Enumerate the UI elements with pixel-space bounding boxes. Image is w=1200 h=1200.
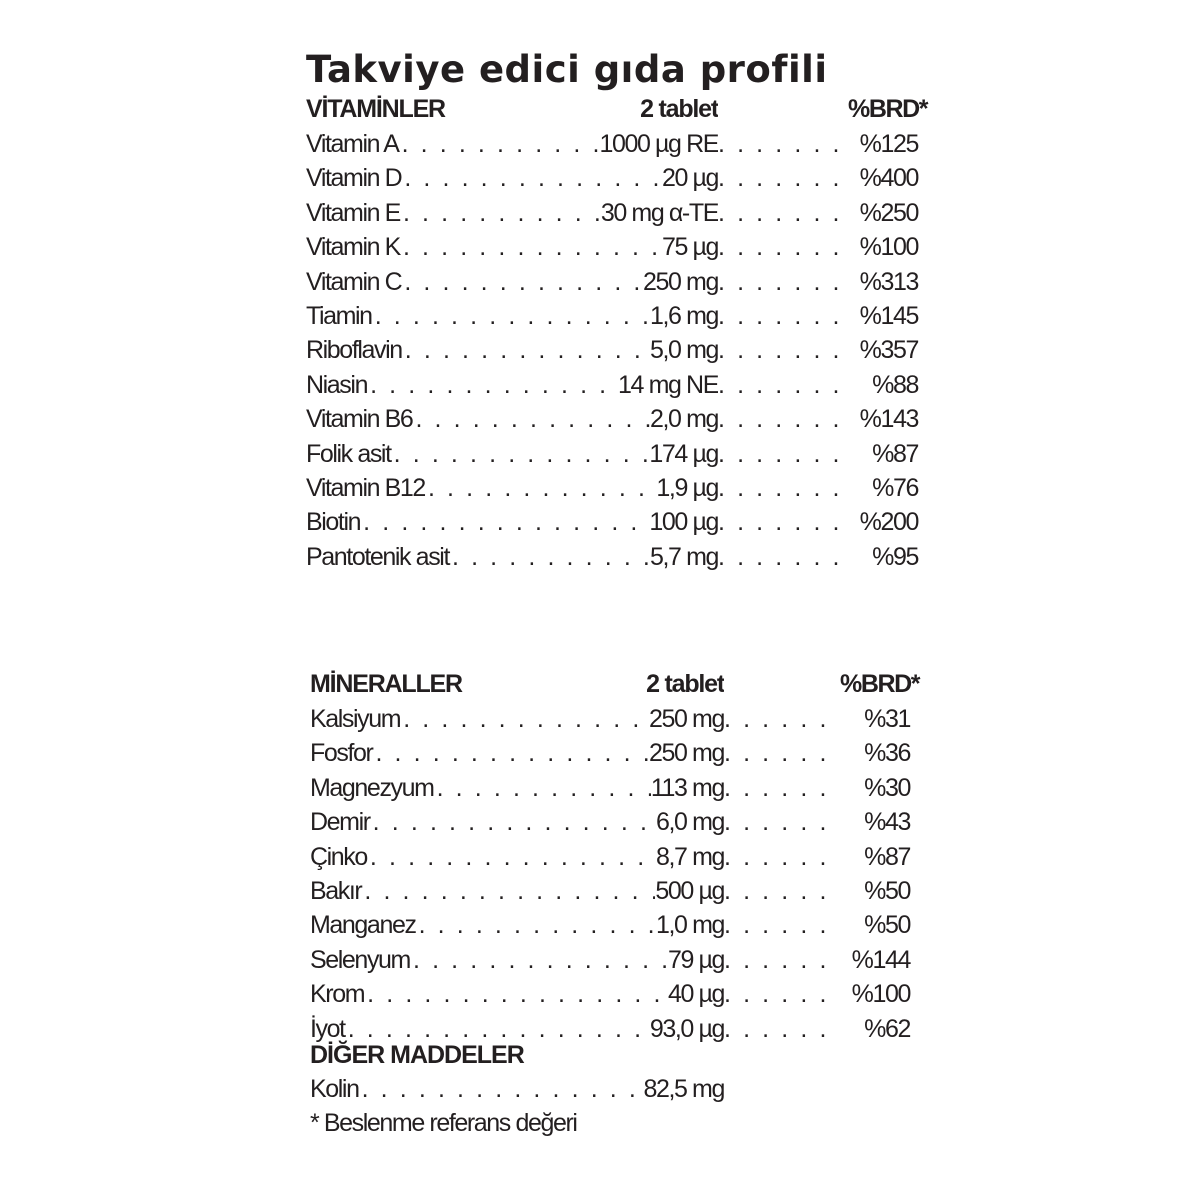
- table-row: [306, 161, 918, 195]
- leader-dots: [401, 161, 662, 195]
- nutrient-name: Vitamin C: [306, 267, 402, 296]
- nutrient-amount: 40 µg: [667, 980, 724, 1009]
- nutrient-brd: %87: [872, 439, 918, 468]
- nutrient-amount: 1,6 mg: [649, 301, 718, 330]
- nutrient-name: İyot: [310, 1014, 345, 1043]
- nutrient-brd: %100: [851, 980, 910, 1009]
- leader-dots: [724, 977, 840, 1011]
- nutrient-name: Riboflavin: [306, 336, 402, 365]
- nutrient-brd: %313: [859, 267, 918, 296]
- nutrient-name: Biotin: [306, 508, 361, 537]
- nutrient-amount: 250 mg: [643, 267, 718, 296]
- nutrient-name: Niasin: [306, 370, 368, 399]
- nutrient-amount: 14 mg NE: [618, 370, 718, 399]
- nutrient-brd: %50: [864, 911, 910, 940]
- nutrient-amount: 8,7 mg: [655, 842, 724, 871]
- nutrient-name: Magnezyum: [310, 773, 434, 802]
- other-substances-table: [310, 1038, 910, 1140]
- table-row: [310, 840, 910, 874]
- table-row: [306, 333, 918, 367]
- leader-dots: [400, 230, 662, 264]
- minerals-table: [310, 666, 920, 1046]
- nutrient-brd: %143: [859, 405, 918, 434]
- nutrient-brd: %31: [864, 705, 910, 733]
- leader-dots: [718, 402, 848, 436]
- nutrient-amount: 93,0 µg: [649, 1014, 724, 1043]
- nutrient-amount: 250 mg: [649, 705, 724, 733]
- nutrient-brd: %36: [864, 739, 910, 768]
- leader-dots: [718, 299, 848, 333]
- nutrient-amount: 500 µg: [655, 876, 724, 905]
- table-row: [306, 540, 918, 574]
- nutrient-amount: 1,0 mg: [655, 911, 724, 940]
- nutrient-amount: 82,5 mg: [643, 1075, 724, 1103]
- leader-dots: [724, 908, 840, 942]
- nutrient-name: Fosfor: [310, 739, 373, 768]
- table-row: [306, 437, 918, 471]
- nutrient-brd: %200: [859, 508, 918, 537]
- leader-dots: [718, 161, 848, 195]
- nutrient-name: Çinko: [310, 842, 367, 871]
- nutrient-name: Vitamin E: [306, 198, 400, 227]
- vitamins-table: [306, 91, 928, 574]
- nutrient-amount: 1000 µg RE: [599, 130, 718, 158]
- nutrient-brd: %100: [859, 233, 918, 262]
- leader-dots: [400, 196, 601, 230]
- nutrient-name: Krom: [310, 980, 365, 1009]
- leader-dots: [724, 771, 840, 805]
- minerals-brd-heading: %BRD*: [840, 670, 920, 698]
- table-row: [310, 1072, 910, 1106]
- leader-dots: [718, 437, 848, 471]
- vitamins-rows: [306, 127, 918, 574]
- table-row: [306, 230, 918, 264]
- table-row: [306, 265, 918, 299]
- vitamins-header-row: [306, 91, 928, 127]
- vitamins-heading: VİTAMİNLER: [306, 95, 445, 123]
- leader-dots: [718, 265, 848, 299]
- nutrient-brd: %145: [859, 301, 918, 330]
- nutrient-name: Vitamin B12: [306, 473, 425, 502]
- table-row: [310, 736, 910, 770]
- minerals-heading: MİNERALLER: [310, 670, 462, 698]
- table-row: [310, 874, 910, 908]
- nutrient-amount: 5,0 mg: [649, 336, 718, 365]
- table-row: [310, 908, 910, 942]
- leader-dots: [367, 840, 656, 874]
- table-row: [306, 402, 918, 436]
- leader-dots: [718, 196, 848, 230]
- nutrient-name: Kolin: [310, 1075, 359, 1103]
- vitamins-amount-heading: 2 tablet: [640, 95, 718, 123]
- nutrient-brd: %144: [851, 945, 910, 974]
- nutrient-amount: 30 mg α-TE: [600, 198, 718, 227]
- nutrient-brd: %88: [872, 370, 918, 399]
- other-substances-heading: DİĞER MADDELER: [310, 1041, 524, 1069]
- leader-dots: [372, 736, 649, 770]
- leader-dots: [718, 471, 848, 505]
- leader-dots: [724, 943, 840, 977]
- table-row: [310, 805, 910, 839]
- leader-dots: [724, 736, 840, 770]
- nutrient-amount: 250 mg: [649, 739, 724, 768]
- leader-dots: [718, 230, 848, 264]
- leader-dots: [401, 265, 643, 299]
- nutrient-name: Vitamin A: [306, 130, 399, 158]
- page-title: Takviye edici gıda profili: [306, 48, 828, 91]
- leader-dots: [400, 702, 649, 736]
- other-substances-rows: [310, 1072, 910, 1106]
- leader-dots: [724, 840, 840, 874]
- leader-dots: [361, 874, 655, 908]
- nutrient-amount: 6,0 mg: [655, 808, 724, 837]
- leader-dots: [434, 771, 651, 805]
- leader-dots: [724, 702, 840, 736]
- leader-dots: [359, 1072, 644, 1106]
- nutrient-brd: %76: [872, 473, 918, 502]
- nutrient-amount: 113 mg: [650, 773, 724, 802]
- table-row: [306, 196, 918, 230]
- leader-dots: [367, 368, 618, 402]
- nutrient-name: Vitamin K: [306, 233, 400, 262]
- nutrient-brd: %87: [864, 842, 910, 871]
- nutrient-name: Demir: [310, 808, 370, 837]
- leader-dots: [724, 805, 840, 839]
- nutrient-name: Bakır: [310, 876, 362, 905]
- nutrient-name: Tiamin: [306, 301, 372, 330]
- leader-dots: [412, 402, 650, 436]
- leader-dots: [364, 977, 668, 1011]
- nutrient-name: Vitamin B6: [306, 405, 413, 434]
- nutrient-brd: %250: [859, 198, 918, 227]
- minerals-amount-heading: 2 tablet: [646, 670, 724, 698]
- leader-dots: [718, 540, 848, 574]
- leader-dots: [718, 368, 848, 402]
- footnote: * Beslenme referans değeri: [310, 1109, 577, 1138]
- nutrient-brd: %125: [859, 130, 918, 158]
- table-row: [310, 771, 910, 805]
- leader-dots: [416, 908, 656, 942]
- leader-dots: [425, 471, 656, 505]
- nutrient-brd: %400: [859, 164, 918, 193]
- nutrient-name: Pantotenik asit: [306, 542, 449, 571]
- nutrient-amount: 1,9 µg: [656, 473, 718, 502]
- leader-dots: [449, 540, 650, 574]
- table-row: [310, 943, 910, 977]
- nutrient-brd: %50: [864, 876, 910, 905]
- nutrient-brd: %95: [872, 542, 918, 571]
- nutrient-amount: 2,0 mg: [649, 405, 718, 434]
- nutrient-name: Vitamin D: [306, 164, 402, 193]
- leader-dots: [718, 505, 848, 539]
- table-row: [306, 368, 918, 402]
- table-row: [310, 977, 910, 1011]
- nutrient-brd: %62: [864, 1014, 910, 1043]
- nutrient-name: Kalsiyum: [310, 705, 401, 733]
- leader-dots: [399, 127, 600, 161]
- leader-dots: [360, 505, 649, 539]
- leader-dots: [718, 127, 848, 161]
- nutrient-amount: 79 µg: [667, 945, 724, 974]
- nutrient-name: Folik asit: [306, 439, 391, 468]
- minerals-header-row: [310, 666, 920, 702]
- leader-dots: [372, 299, 650, 333]
- leader-dots: [391, 437, 650, 471]
- vitamins-brd-heading: %BRD*: [848, 95, 928, 123]
- nutrient-name: Selenyum: [310, 945, 410, 974]
- table-row: [306, 299, 918, 333]
- nutrient-amount: 100 µg: [649, 508, 718, 537]
- leader-dots: [370, 805, 656, 839]
- leader-dots: [718, 333, 848, 367]
- nutrient-amount: 20 µg: [661, 164, 718, 193]
- nutrient-brd: %43: [864, 808, 910, 837]
- leader-dots: [724, 874, 840, 908]
- nutrient-amount: 5,7 mg: [649, 542, 718, 571]
- nutrient-brd: %30: [864, 773, 910, 802]
- minerals-rows: [310, 702, 910, 1046]
- leader-dots: [402, 333, 650, 367]
- table-row: [306, 471, 918, 505]
- table-row: [306, 505, 918, 539]
- nutrient-brd: %357: [859, 336, 918, 365]
- nutrient-name: Manganez: [310, 911, 416, 940]
- leader-dots: [410, 943, 668, 977]
- nutrient-amount: 174 µg: [649, 439, 718, 468]
- nutrient-amount: 75 µg: [661, 233, 718, 262]
- table-row: [306, 127, 918, 161]
- table-row: [310, 702, 910, 736]
